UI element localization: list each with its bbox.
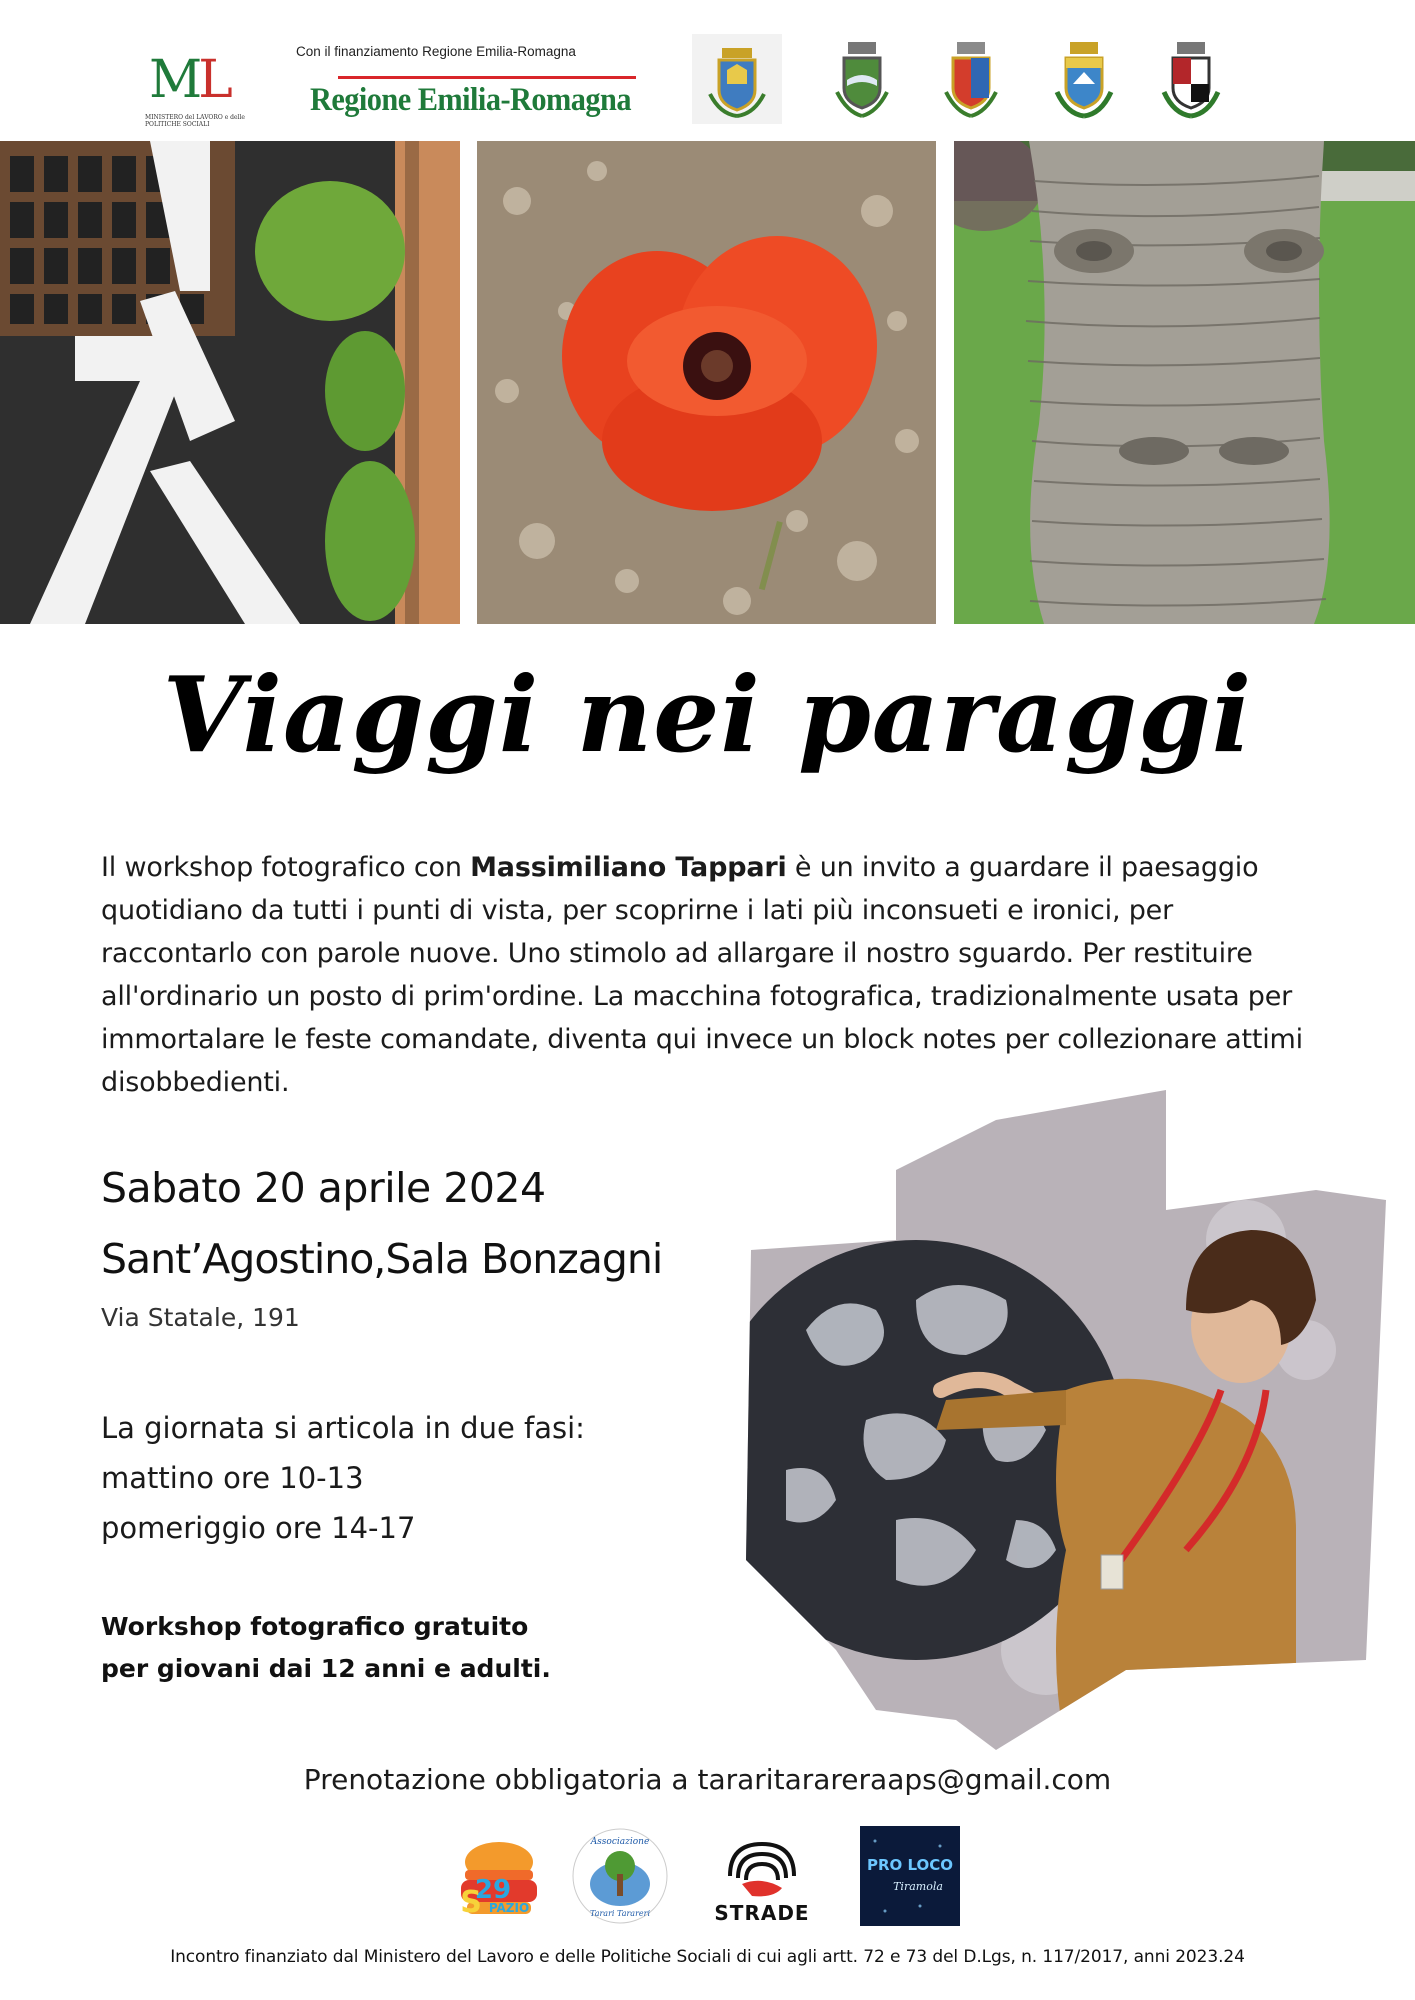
free-line-2: per giovani dai 12 anni e adulti.: [101, 1654, 551, 1683]
intro-text-rest: è un invito a guardare il paesaggio quotidiano da tutti i punti di vista, per scoprirne i lati più inconsueti e ironici, per raccontarlo con parole nuove. Uno stimolo ad allargare il nostro sguardo. Per restituire all'ordinario un posto di prim'ordine. La macchina fotografica, tradizionalmente usata per immortalare le feste comandate, diventa qui invece un block notes per collezionare attimi disobbedienti.: [101, 852, 1303, 1098]
region-logo-text: Regione Emilia-Romagna: [310, 81, 631, 118]
associazione-logo: [570, 1826, 670, 1926]
event-address: Via Statale, 191: [101, 1303, 300, 1332]
tree-trunk-photo: [954, 141, 1415, 624]
ministry-logo-mark: ML: [149, 50, 229, 110]
poppy-photo: [477, 141, 936, 624]
spazio29-letter: S: [460, 1885, 482, 1920]
ministry-logo: [145, 50, 245, 130]
proloco-name: PRO LOCO: [866, 1856, 954, 1874]
event-title: Viaggi nei paraggi: [162, 653, 1253, 776]
schedule-intro: La giornata si articola in due fasi:: [101, 1411, 585, 1445]
municipal-crest-3: [926, 34, 1016, 124]
funding-caption: Con il finanziamento Regione Emilia-Romagna: [296, 44, 576, 59]
region-logo: [304, 76, 636, 124]
associazione-bottom-text: Tarari Tarareri: [589, 1909, 651, 1918]
schedule-morning: mattino ore 10-13: [101, 1461, 364, 1495]
street-grate-photo: [0, 141, 460, 624]
municipal-crest-5: [1146, 34, 1236, 124]
photographer-collage: [746, 1090, 1406, 1750]
event-venue: Sant’Agostino,Sala Bonzagni: [101, 1235, 663, 1283]
spazio29-word: PAZIO: [488, 1901, 530, 1915]
event-date: Sabato 20 aprile 2024: [101, 1164, 546, 1212]
schedule-afternoon: pomeriggio ore 14-17: [101, 1511, 416, 1545]
booking-info: Prenotazione obbligatoria a tararitarareraaps@gmail.com: [303, 1763, 1112, 1796]
municipal-crest-2: [817, 34, 907, 124]
free-workshop-note: [101, 1606, 551, 1690]
municipal-crest-4: [1039, 34, 1129, 124]
region-logo-rule: [338, 76, 636, 79]
photographer-name: Massimiliano Tappari: [470, 852, 787, 883]
free-line-1: Workshop fotografico gratuito: [101, 1612, 529, 1641]
proloco-logo: [860, 1826, 960, 1926]
proloco-place: Tiramola: [893, 1880, 943, 1893]
spazio29-logo: [449, 1826, 549, 1926]
event-schedule: [101, 1403, 585, 1553]
associazione-top-text: Associazione: [590, 1837, 650, 1847]
intro-paragraph: [101, 846, 1331, 1104]
strade-label: STRADE: [714, 1901, 810, 1925]
intro-text-start: Il workshop fotografico con: [101, 852, 471, 883]
spazio29-number: 29: [474, 1875, 512, 1905]
strade-logo: [712, 1826, 812, 1926]
ministry-logo-caption: MINISTERO del LAVORO e delle POLITICHE SOCIALI: [145, 114, 245, 128]
municipal-crest-1: [692, 34, 782, 124]
funding-footer: Incontro finanziato dal Ministero del Lavoro e delle Politiche Sociali di cui agli artt. 72 e 73 del D.Lgs, n. 117/2017, anni 2023.24: [170, 1947, 1245, 1967]
